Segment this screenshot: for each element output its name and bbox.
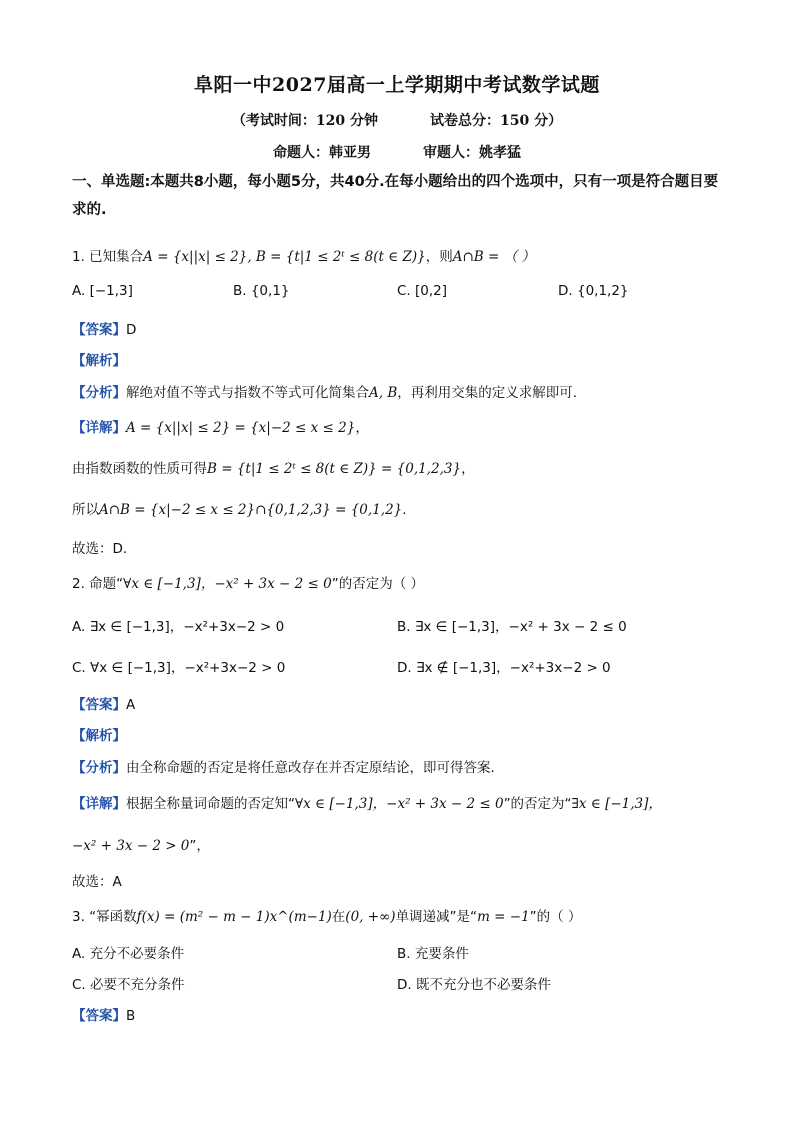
reviewer: 审题人：姚孝猛: [423, 145, 521, 161]
q2-option-d: D. ∃x ∉ [−1,3]，−x²+3x−2 > 0: [397, 660, 611, 676]
q1-answer: 【答案】D: [72, 322, 137, 338]
exam-time: （考试时间：120 分钟: [231, 113, 378, 129]
section-heading: 一、单选题:本题共8小题，每小题5分，共40分.在每小题给出的四个选项中，只有一项是符合题目要求的.: [72, 174, 719, 218]
q2-detail-2: −x² + 3x − 2 > 0”，: [72, 838, 210, 854]
q2-detail-1: 【详解】根据全称量词命题的否定知“∀x ∈ [−1,3]，−x² + 3x − 2 ≤ 0”的否定为“∃x ∈ [−1,3]，: [72, 796, 662, 812]
q1-option-c: C. [0,2]: [397, 283, 448, 299]
q2-option-a: A. ∃x ∈ [−1,3]，−x²+3x−2 > 0: [72, 619, 285, 635]
q2-option-c: C. ∀x ∈ [−1,3]，−x²+3x−2 > 0: [72, 660, 286, 676]
q1-option-b: B. {0,1}: [233, 283, 290, 299]
total-score: 试卷总分：150 分）: [430, 113, 563, 129]
q1-analysis-label: 【解析】: [72, 353, 126, 369]
q2-stem: 2. 命题“∀x ∈ [−1,3]，−x² + 3x − 2 ≤ 0”的否定为（ ）: [72, 576, 425, 592]
q3-option-b: B. 充要条件: [397, 946, 469, 962]
q2-analyze: 【分析】由全称命题的否定是将任意改存在并否定原结论，即可得答案.: [72, 760, 495, 776]
q2-analysis-label: 【解析】: [72, 728, 126, 744]
page-title: 阜阳一中2027届高一上学期期中考试数学试题: [194, 74, 600, 96]
q1-detail-3: 所以A∩B = {x|−2 ≤ x ≤ 2}∩{0,1,2,3} = {0,1,2}.: [72, 502, 407, 518]
q3-stem: 3. “幂函数f(x) = (m² − m − 1)x^(m−1)在(0, +∞)单调递减”是“m = −1”的（ ）: [72, 909, 582, 925]
q3-option-d: D. 既不充分也不必要条件: [397, 977, 551, 993]
q1-option-d: D. {0,1,2}: [558, 283, 629, 299]
q3-option-a: A. 充分不必要条件: [72, 946, 185, 962]
q2-answer: 【答案】A: [72, 697, 136, 713]
exam-info-line: [0, 110, 794, 130]
setter: 命题人：韩亚男: [273, 145, 371, 161]
q3-answer: 【答案】B: [72, 1008, 136, 1024]
q1-detail-1: 【详解】A = {x||x| ≤ 2} = {x|−2 ≤ x ≤ 2}，: [72, 420, 369, 436]
author-line: [0, 142, 794, 162]
q1-analyze: 【分析】解绝对值不等式与指数不等式可化简集合A, B，再利用交集的定义求解即可.: [72, 385, 578, 401]
q2-option-b: B. ∃x ∈ [−1,3]，−x² + 3x − 2 ≤ 0: [397, 619, 627, 635]
q1-stem: 1. 已知集合A = {x||x| ≤ 2}, B = {t|1 ≤ 2ᵗ ≤ 8(t ∈ Z)}，则A∩B = （ ）: [72, 249, 535, 265]
q2-conclusion: 故选：A: [72, 874, 122, 890]
q3-option-c: C. 必要不充分条件: [72, 977, 185, 993]
q1-option-a: A. [−1,3]: [72, 283, 133, 299]
q1-conclusion: 故选：D.: [72, 541, 128, 557]
q1-detail-2: 由指数函数的性质可得B = {t|1 ≤ 2ᵗ ≤ 8(t ∈ Z)} = {0,1,2,3}，: [72, 461, 475, 477]
